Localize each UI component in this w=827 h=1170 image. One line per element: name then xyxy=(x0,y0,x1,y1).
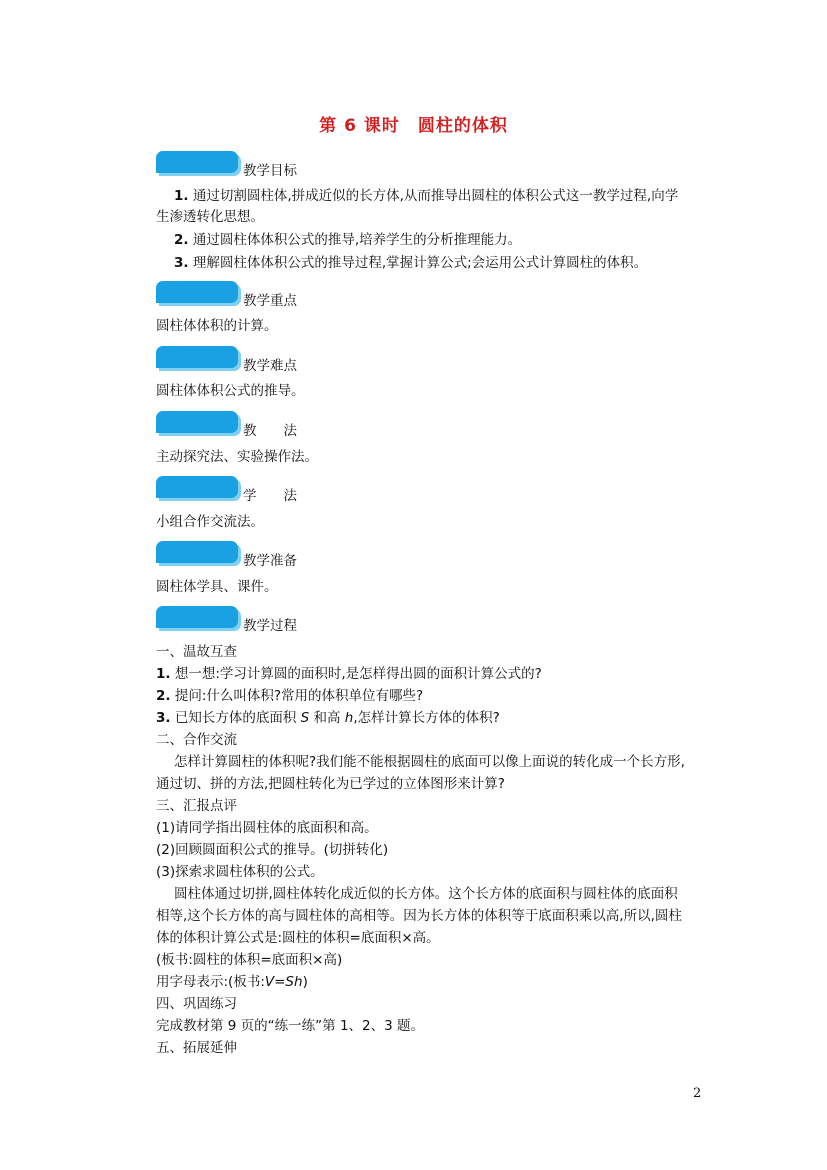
section-label: 教学难点 xyxy=(243,358,297,374)
goal-1-line-2: 生渗透转化思想。 xyxy=(156,209,264,225)
section-tab-decoration xyxy=(156,151,238,173)
variable-h: h xyxy=(344,710,354,726)
board-text: 用字母表示:(板书: xyxy=(156,974,265,990)
board-note-2 xyxy=(156,972,308,992)
report-item-3: (3)探索求圆柱体积的公式。 xyxy=(156,864,324,880)
section-label: 学 法 xyxy=(243,488,297,504)
item-text: 提问:什么叫体积?常用的体积单位有哪些? xyxy=(170,688,424,704)
goal-text: 理解圆柱体体积公式的推导过程,掌握计算公式;会运用公式计算圆柱的体积。 xyxy=(188,255,648,271)
preparation-text: 圆柱体学具、课件。 xyxy=(156,579,278,595)
process-heading-4: 四、巩固练习 xyxy=(156,996,237,1012)
paragraph-line: 相等,这个长方体的高与圆柱体的高相等。因为长方体的体积等于底面积乘以高,所以,圆柱 xyxy=(156,908,682,924)
section-tab-decoration xyxy=(156,541,238,563)
section-label: 教 法 xyxy=(243,423,297,439)
section-tab-decoration xyxy=(156,346,238,368)
report-item-2: (2)回顾圆面积公式的推导。(切拼转化) xyxy=(156,842,389,858)
goal-text: 通过切割圆柱体,拼成近似的长方体,从而推导出圆柱的体积公式这一教学过程,向学 xyxy=(188,188,679,204)
goal-2 xyxy=(174,230,521,250)
item-text: 想一想:学习计算圆的面积时,是怎样得出圆的面积计算公式的? xyxy=(170,666,542,682)
section-tab-decoration xyxy=(156,476,238,498)
process-item-2 xyxy=(156,686,423,706)
process-heading-5: 五、拓展延伸 xyxy=(156,1040,237,1056)
paragraph-line: 体的体积计算公式是:圆柱的体积=底面积×高。 xyxy=(156,930,440,946)
section-label: 教学重点 xyxy=(243,293,297,309)
paragraph-line: 怎样计算圆柱的体积呢?我们能不能根据圆柱的底面可以像上面说的转化成一个长方形, xyxy=(174,754,685,770)
item-text: 已知长方体的底面积 xyxy=(170,710,301,726)
goal-1-line-1 xyxy=(174,186,678,206)
paragraph-line: 通过切、拼的方法,把圆柱转化为已学过的立体图形来计算? xyxy=(156,776,505,792)
process-heading-1: 一、温故互查 xyxy=(156,644,237,660)
goal-number: 3. xyxy=(174,255,189,271)
page-title: 第 6 课时 圆柱的体积 xyxy=(319,116,508,136)
section-tab-decoration xyxy=(156,606,238,628)
goal-3 xyxy=(174,253,647,273)
board-note-1: (板书:圆柱的体积=底面积×高) xyxy=(156,952,343,968)
learning-method-text: 小组合作交流法。 xyxy=(156,514,264,530)
difficulty-text: 圆柱体体积公式的推导。 xyxy=(156,383,305,399)
section-label: 教学目标 xyxy=(243,163,297,179)
item-number: 1. xyxy=(156,666,171,682)
variable-s: S xyxy=(300,710,310,726)
item-text: 和高 xyxy=(309,710,345,726)
formula: V=Sh xyxy=(264,974,303,990)
teaching-method-text: 主动探究法、实验操作法。 xyxy=(156,449,318,465)
item-text: ,怎样计算长方体的体积? xyxy=(353,710,500,726)
board-text: ) xyxy=(302,974,308,990)
goal-number: 2. xyxy=(174,232,189,248)
process-heading-2: 二、合作交流 xyxy=(156,732,237,748)
section-tab-decoration xyxy=(156,411,238,433)
section-tab-decoration xyxy=(156,281,238,303)
goal-number: 1. xyxy=(174,188,189,204)
process-heading-3: 三、汇报点评 xyxy=(156,798,237,814)
section-label: 教学过程 xyxy=(243,618,297,634)
page-number: 2 xyxy=(693,1086,702,1101)
item-number: 2. xyxy=(156,688,171,704)
process-item-1 xyxy=(156,664,542,684)
process-item-3 xyxy=(156,708,500,728)
item-number: 3. xyxy=(156,710,171,726)
goal-text: 通过圆柱体体积公式的推导,培养学生的分析推理能力。 xyxy=(188,232,522,248)
exercise-text: 完成教材第 9 页的“练一练”第 1、2、3 题。 xyxy=(156,1018,425,1034)
section-label: 教学准备 xyxy=(243,553,297,569)
paragraph-line: 圆柱体通过切拼,圆柱体转化成近似的长方体。这个长方体的底面积与圆柱体的底面积 xyxy=(174,886,678,902)
report-item-1: (1)请同学指出圆柱体的底面积和高。 xyxy=(156,820,378,836)
key-point-text: 圆柱体体积的计算。 xyxy=(156,318,278,334)
